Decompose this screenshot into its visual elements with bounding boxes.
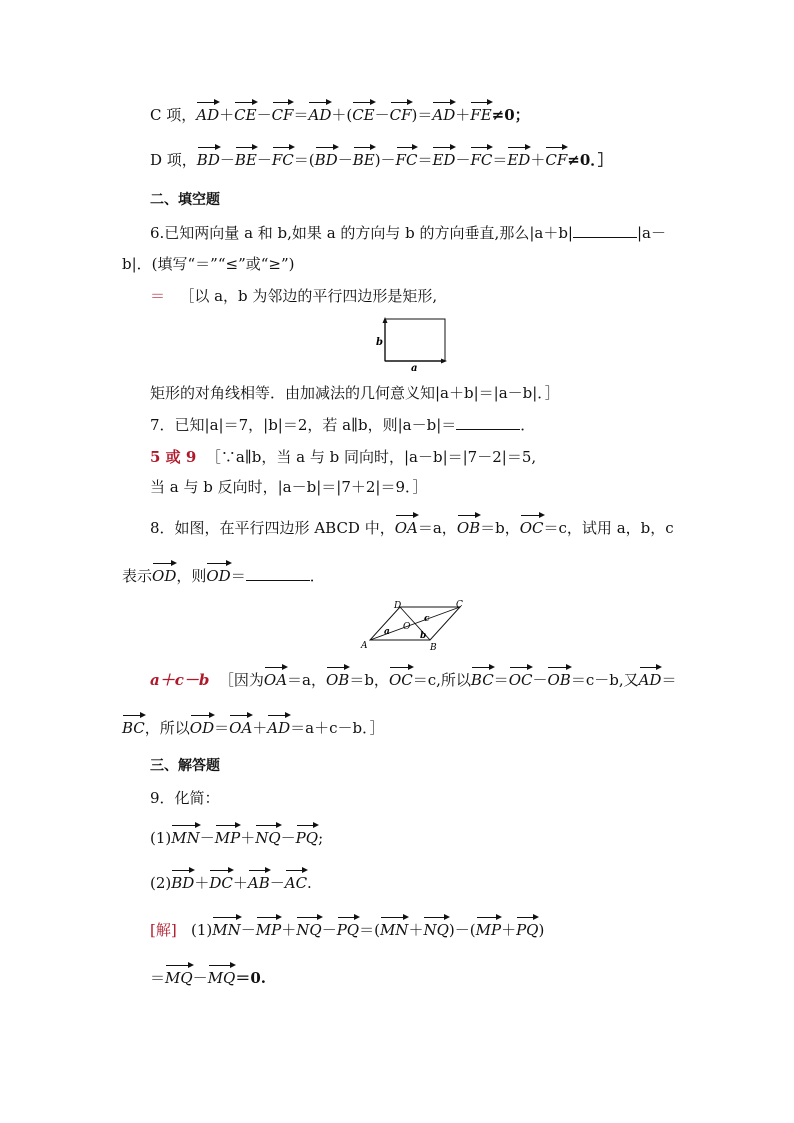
text: ，则 — [176, 567, 207, 585]
option-d-prefix: D 项， — [150, 151, 197, 169]
text: ＝ — [661, 671, 677, 689]
text: (1) — [150, 829, 172, 847]
vector: MP — [215, 824, 240, 849]
vector: AD — [432, 101, 455, 126]
vector: OC — [520, 514, 544, 539]
operator: ＋ — [232, 874, 248, 892]
question-6-explanation: ［以 a，b 为邻边的平行四边形是矩形, — [179, 287, 438, 305]
operator: ＋ — [194, 874, 210, 892]
question-7-end: ． — [520, 416, 536, 434]
vector: BC — [471, 666, 494, 691]
question-6-tail: |a－ — [636, 224, 666, 242]
question-8-answer-line2 — [122, 714, 385, 739]
question-9-heading: 9．化简： — [150, 789, 220, 807]
vector: CF — [545, 146, 567, 171]
operator: )－ — [374, 151, 396, 169]
operator: ＋ — [530, 151, 546, 169]
operator: － — [192, 969, 208, 987]
operator: ＝ — [293, 106, 309, 124]
vector: MP — [256, 916, 281, 941]
vector: OA — [395, 514, 418, 539]
vector: PQ — [337, 916, 359, 941]
vector: CF — [272, 101, 294, 126]
vector: ED — [432, 146, 455, 171]
vector-b-arrowhead — [383, 317, 388, 323]
vector: NQ — [296, 916, 321, 941]
operator: － — [269, 874, 285, 892]
operator: )＝ — [411, 106, 433, 124]
operator: － — [240, 921, 256, 939]
operator: ＝( — [293, 151, 315, 169]
question-7-text: 7．已知|a|＝7，|b|＝2，若 a∥b，则|a－b|＝ — [150, 416, 457, 434]
operator: ＝ — [492, 151, 508, 169]
question-6-answer-line — [150, 285, 437, 307]
vector: BC — [122, 714, 145, 739]
text: (1) — [191, 921, 213, 939]
vector: MN — [171, 824, 199, 849]
text: ＝c，试用 a，b，c — [543, 519, 674, 537]
vector: CF — [390, 101, 412, 126]
vector: AB — [248, 869, 270, 894]
text: ＝a， — [287, 671, 326, 689]
operator: ＋ — [408, 921, 424, 939]
tail: ≠0； — [491, 106, 530, 124]
label-b: b — [376, 337, 383, 348]
text: ＝ — [493, 671, 509, 689]
text: (2) — [150, 874, 172, 892]
vector: AD — [639, 666, 662, 691]
vector: AC — [285, 869, 307, 894]
question-7-explanation-2: 当 a 与 b 反向时，|a－b|＝|7＋2|＝9．］ — [150, 478, 428, 496]
vector: AD — [308, 101, 331, 126]
vector: MN — [212, 916, 240, 941]
question-9-part2 — [150, 869, 312, 894]
rectangle-outline — [385, 319, 445, 361]
vertex-b-label: B — [430, 643, 437, 653]
parallelogram-figure — [358, 599, 470, 653]
vector: FC — [396, 146, 418, 171]
operator: － — [256, 151, 272, 169]
text: ＝0. — [235, 969, 267, 987]
text: ＝a， — [417, 519, 457, 537]
operator: － — [337, 151, 353, 169]
vector: BE — [353, 146, 375, 171]
text: ，所以 — [144, 719, 190, 737]
operator: ＋( — [331, 106, 353, 124]
option-c-prefix: C 项， — [150, 106, 197, 124]
text: ＝a＋c－b．］ — [290, 719, 385, 737]
solution-tag: [解] — [150, 921, 177, 939]
vector: DC — [209, 869, 233, 894]
operator: ＋ — [501, 921, 517, 939]
question-7-explanation: ［∵a∥b，当 a 与 b 同向时，|a－b|＝|7－2|＝5, — [205, 448, 537, 466]
vector: BD — [171, 869, 194, 894]
vector: OB — [457, 514, 480, 539]
vector: OB — [326, 666, 349, 691]
text: ＝c－b,又 — [570, 671, 639, 689]
text: ＝b， — [480, 519, 520, 537]
vector: MP — [476, 916, 501, 941]
text: ［因为 — [218, 671, 264, 689]
text: ＝ — [230, 567, 246, 585]
question-7-answer-line — [150, 446, 536, 468]
operator: ＝ — [417, 151, 433, 169]
rectangle-figure — [372, 316, 452, 372]
operator: ＝ — [150, 969, 166, 987]
operator: ) — [538, 921, 545, 939]
vector: BD — [197, 146, 220, 171]
operator: － — [199, 829, 215, 847]
center-o-label: O — [403, 622, 411, 632]
vector: NQ — [423, 916, 448, 941]
text: ． — [309, 567, 325, 585]
question-8-answer-line — [150, 666, 676, 691]
vector: MQ — [208, 964, 236, 989]
vector: OD — [206, 562, 230, 587]
vector: OD — [190, 714, 214, 739]
vector: BD — [315, 146, 338, 171]
operator: ＋ — [219, 106, 235, 124]
solution-line2 — [150, 964, 266, 989]
vector: FC — [470, 146, 492, 171]
question-6-conclusion: 矩形的对角线相等．由加减法的几何意义知|a＋b|＝|a－b|．］ — [150, 384, 560, 402]
answer-blank — [246, 566, 310, 581]
option-d-line — [150, 146, 613, 171]
vector-b-label: b — [420, 631, 427, 641]
operator: ＝( — [359, 921, 380, 939]
vertex-a-label: A — [361, 641, 368, 651]
question-9-part1 — [150, 824, 323, 849]
section-heading-answer: 三、解答题 — [150, 758, 220, 774]
vector: ED — [507, 146, 530, 171]
text: 表示 — [122, 567, 153, 585]
question-7-line — [150, 414, 535, 436]
question-6-answer: ＝ — [150, 287, 166, 305]
vector: MN — [380, 916, 408, 941]
vector: PQ — [296, 824, 318, 849]
operator: － — [321, 921, 337, 939]
operator: ＋ — [281, 921, 297, 939]
question-8-line1 — [150, 514, 674, 539]
text: ＝ — [214, 719, 230, 737]
text: . — [307, 874, 312, 892]
vector: OA — [264, 666, 287, 691]
question-7-answer: 5 或 9 — [150, 448, 197, 466]
text: － — [532, 671, 548, 689]
vector: PQ — [516, 916, 538, 941]
vertex-d-label: D — [394, 601, 402, 611]
text: ＋ — [252, 719, 268, 737]
question-6-line2: b|．(填写“＝”“≤”或“≥”) — [122, 255, 295, 273]
text: ＝b， — [349, 671, 389, 689]
vector-a-arrowhead — [441, 359, 447, 364]
vector: NQ — [255, 824, 280, 849]
text: ; — [318, 829, 324, 847]
solution-line1 — [150, 916, 544, 941]
vector: AD — [267, 714, 290, 739]
tail: ≠0．］ — [567, 151, 613, 169]
vector: BE — [235, 146, 257, 171]
label-a: a — [411, 363, 418, 372]
vertex-c-label: C — [456, 600, 463, 610]
vector: OD — [152, 562, 176, 587]
answer-blank — [573, 223, 637, 238]
option-c-line — [150, 101, 530, 126]
question-6-text: 6.已知两向量 a 和 b,如果 a 的方向与 b 的方向垂直,那么|a＋b| — [150, 224, 573, 242]
question-6-line1 — [150, 222, 666, 244]
vector: OC — [509, 666, 533, 691]
vector-c-label: c — [424, 614, 430, 624]
question-8-answer: a＋c－b — [150, 671, 210, 689]
vector: OC — [389, 666, 413, 691]
vector: OB — [547, 666, 570, 691]
question-8-text: 8．如图，在平行四边形 ABCD 中， — [150, 519, 395, 537]
vector: OA — [229, 714, 252, 739]
operator: ＋ — [455, 106, 471, 124]
operator: － — [256, 106, 272, 124]
section-heading-fill-blank: 二、填空题 — [150, 192, 220, 208]
operator: － — [219, 151, 235, 169]
text: ＝c,所以 — [412, 671, 471, 689]
vector: AD — [196, 101, 219, 126]
vector-a-label: a — [384, 627, 390, 637]
vector: FC — [272, 146, 294, 171]
operator: － — [455, 151, 471, 169]
operator: )－( — [448, 921, 476, 939]
vector: MQ — [165, 964, 193, 989]
vector: FE — [470, 101, 491, 126]
operator: － — [280, 829, 296, 847]
operator: － — [374, 106, 390, 124]
vector: CE — [352, 101, 374, 126]
operator: ＋ — [240, 829, 256, 847]
question-8-line2 — [122, 562, 325, 587]
vector: CE — [234, 101, 256, 126]
answer-blank — [456, 415, 520, 430]
